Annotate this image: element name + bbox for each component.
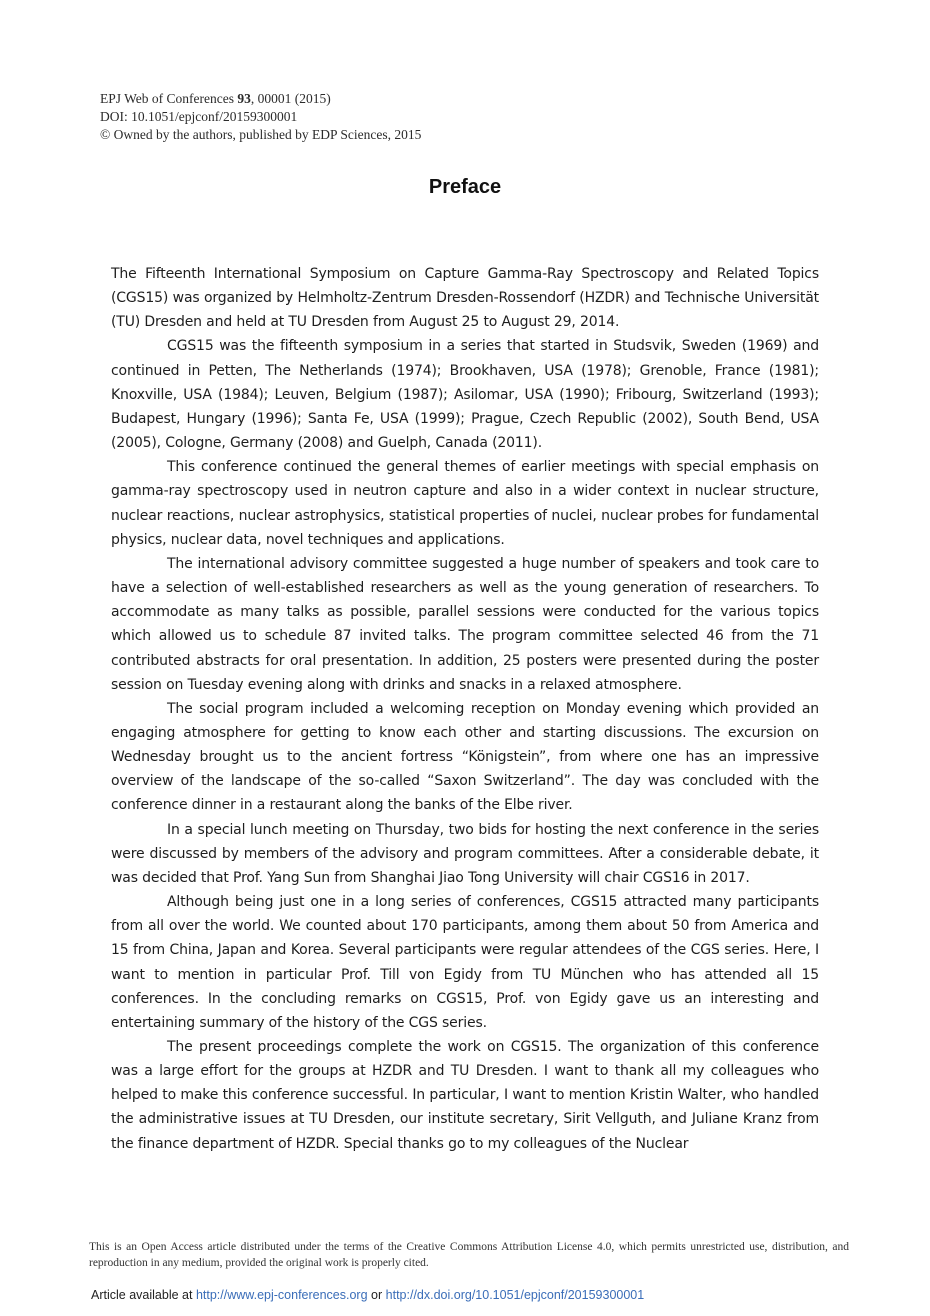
paragraph-2: CGS15 was the fifteenth symposium in a series that started in Studsvik, Sweden (1969) and continued in Petten, The Netherlands (1974); Brookhaven, USA (1978); Grenoble, France (1981); Knoxville, USA (1984); Leuven, Belgium (1987); Asilomar, USA (1990); Fribourg, Switzerland (1993); Budapest, Hungary (1996); Santa Fe, USA (1999); Prague, Czech Republic (2002), South Bend, USA (2005), Cologne, Germany (2008) and Guelph, Canada (2011).: [111, 338, 819, 452]
journal-header: [100, 90, 421, 144]
paragraph-1: The Fifteenth International Symposium on Capture Gamma-Ray Spectroscopy and Related Topics (CGS15) was organized by Helmholtz-Zentrum Dresden-Rossendorf (HZDR) and Technische Universität (TU) Dresden and held at TU Dresden from August 25 to August 29, 2014.: [111, 266, 819, 331]
copyright-line: © Owned by the authors, published by EDP Sciences, 2015: [100, 127, 422, 142]
footer-connector: or: [371, 1288, 383, 1302]
page-title: Preface: [428, 176, 502, 198]
epj-conferences-link[interactable]: http://www.epj-conferences.org: [195, 1288, 368, 1302]
journal-citation: [100, 90, 421, 108]
journal-name: EPJ Web of Conferences: [100, 91, 235, 106]
paragraph-4: The international advisory committee suggested a huge number of speakers and took care to have a selection of well-established researchers as well as the young generation of researchers. To accommodate as many talks as possible, parallel sessions were conducted for the various topics which allowed us to schedule 87 invited talks. The program committee selected 46 from the 71 contributed abstracts for oral presentation. In addition, 25 posters were presented during the poster session on Tuesday evening along with drinks and snacks in a relaxed atmosphere.: [111, 555, 819, 693]
paragraph-3: This conference continued the general themes of earlier meetings with special emphasis on gamma-ray spectroscopy used in neutron capture and also in a wider context in nuclear structure, nuclear reactions, nuclear astrophysics, statistical properties of nuclei, nuclear probes for fundamental physics, nuclear data, novel techniques and applications.: [111, 459, 819, 548]
paragraph-7: Although being just one in a long series of conferences, CGS15 attracted many participants from all over the world. We counted about 170 participants, among them about 50 from America and 15 from China, Japan and Korea. Several participants were regular attendees of the CGS series. Here, I want to mention in particular Prof. Till von Egidy from TU München who has attended all 15 conferences. In the concluding remarks on CGS15, Prof. von Egidy gave us an interesting and entertaining summary of the history of the CGS series.: [111, 894, 819, 1031]
article-number: , 00001 (2015): [250, 91, 331, 106]
journal-volume: 93: [237, 91, 251, 106]
article-availability-footer: [91, 1288, 644, 1302]
doi-line: DOI: 10.1051/epjconf/20159300001: [100, 109, 298, 124]
footer-prefix: Article available at: [91, 1288, 193, 1302]
paragraph-8: The present proceedings complete the work on CGS15. The organization of this conference was a large effort for the groups at HZDR and TU Dresden. I want to thank all my colleagues who helped to make this conference successful. In particular, I want to mention Kristin Walter, who handled the administrative issues at TU Dresden, our institute secretary, Sirit Vellguth, and Juliane Kranz from the finance department of HZDR. Special thanks go to my colleagues of the Nuclear: [111, 1039, 819, 1152]
license-notice: This is an Open Access article distributed under the terms of the Creative Commons Attribution License 4.0, which permits unrestricted use, distribution, and reproduction in any medium, provided the original work is properly cited.: [89, 1241, 849, 1269]
paragraph-5: The social program included a welcoming reception on Monday evening which provided an engaging atmosphere for getting to know each other and starting discussions. The excursion on Wednesday brought us to the ancient fortress “Königstein”, from where one has an impressive overview of the landscape of the so-called “Saxon Switzerland”. The day was concluded with the conference dinner in a restaurant along the banks of the Elbe river.: [111, 700, 819, 814]
doi-link[interactable]: http://dx.doi.org/10.1051/epjconf/20159300001: [385, 1288, 645, 1302]
preface-body: [111, 262, 819, 1156]
paragraph-6: In a special lunch meeting on Thursday, two bids for hosting the next conference in the series were discussed by members of the advisory and program committees. After a considerable debate, it was decided that Prof. Yang Sun from Shanghai Jiao Tong University will chair CGS16 in 2017.: [111, 821, 819, 886]
